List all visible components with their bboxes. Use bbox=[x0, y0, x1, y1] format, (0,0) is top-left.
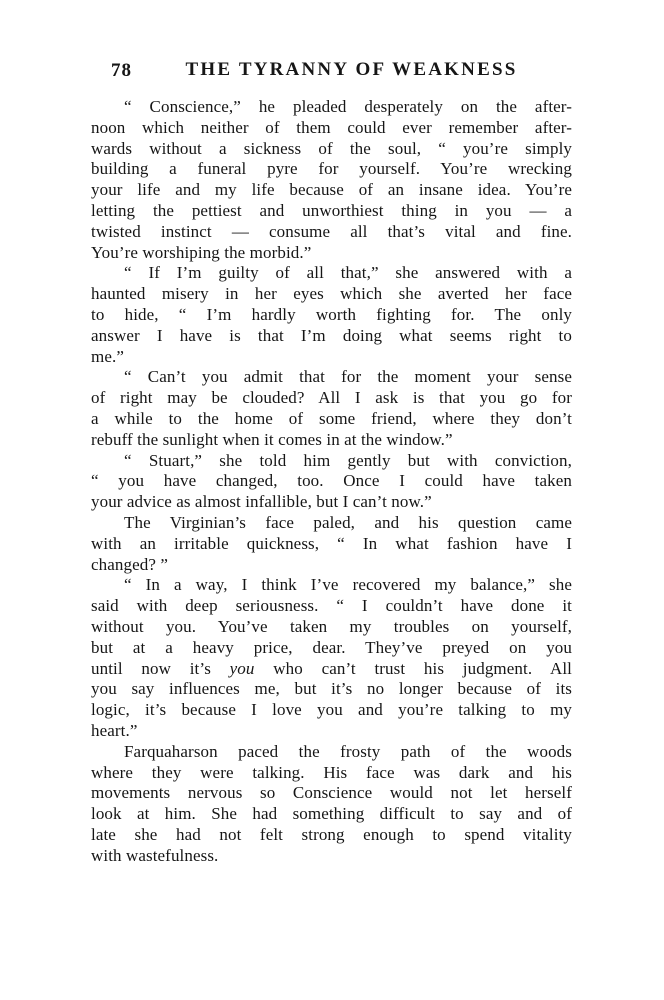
text-line: “ In a way, I think I’ve recovered my balance,” she bbox=[124, 575, 572, 595]
text-line: “ Stuart,” she told him gently but with conviction, bbox=[124, 450, 572, 470]
text-line: letting the pettiest and unworthiest thing in you — a bbox=[91, 200, 572, 220]
text-line: look at him. She had something difficult to say and of bbox=[91, 804, 572, 824]
text-line: without you. You’ve taken my troubles on yourself, bbox=[91, 616, 572, 636]
text-line: movements nervous so Conscience would not let herself bbox=[91, 783, 572, 803]
text-line: until now it’s you who can’t trust his judgment. All bbox=[91, 658, 572, 678]
page-number: 78 bbox=[111, 60, 132, 81]
text-line: rebuff the sunlight when it comes in at the window.” bbox=[91, 429, 453, 449]
text-line: your life and my life because of an insane idea. You’re bbox=[91, 180, 572, 200]
text-line: The Virginian’s face paled, and his question came bbox=[124, 512, 572, 532]
text-line: of right may be clouded? All I ask is that you go for bbox=[91, 388, 572, 408]
paragraph bbox=[91, 263, 572, 367]
text-line: twisted instinct — consume all that’s vital and fine. bbox=[91, 221, 572, 241]
text-line: where they were talking. His face was dark and his bbox=[91, 762, 572, 782]
paragraph bbox=[91, 97, 572, 263]
text-line: with wastefulness. bbox=[91, 845, 219, 865]
paragraph bbox=[91, 513, 572, 575]
text-line: a while to the home of some friend, where they don’t bbox=[91, 408, 572, 428]
text-line: said with deep seriousness. “ I couldn’t have done it bbox=[91, 596, 572, 616]
text-line: haunted misery in her eyes which she averted her face bbox=[91, 284, 572, 304]
text-line: your advice as almost infallible, but I can’t now.” bbox=[91, 492, 432, 512]
page-body bbox=[91, 97, 572, 866]
text-line: “ Conscience,” he pleaded desperately on the after- bbox=[124, 97, 572, 116]
text-line: wards without a sickness of the soul, “ you’re simply bbox=[91, 138, 572, 158]
text-line: heart.” bbox=[91, 720, 138, 740]
text-line: Farquaharson paced the frosty path of the woods bbox=[124, 741, 572, 761]
emphasized-word: you bbox=[229, 658, 255, 678]
text-line: building a funeral pyre for yourself. You’re wrecking bbox=[91, 159, 572, 179]
text-line: “ If I’m guilty of all that,” she answered with a bbox=[124, 263, 572, 283]
text-line: logic, it’s because I love you and you’re talking to my bbox=[91, 700, 572, 720]
running-title: THE TYRANNY OF WEAKNESS bbox=[185, 59, 518, 80]
text-line: “ Can’t you admit that for the moment your sense bbox=[124, 367, 572, 387]
text-line: answer I have is that I’m doing what seems right to bbox=[91, 325, 572, 345]
text-line: to hide, “ I’m hardly worth fighting for. The only bbox=[91, 304, 572, 324]
text-line: noon which neither of them could ever remember after- bbox=[91, 117, 572, 137]
paragraph bbox=[91, 742, 572, 867]
text-line: me.” bbox=[91, 346, 124, 366]
paragraph bbox=[91, 575, 572, 741]
text-line: with an irritable quickness, “ In what fashion have I bbox=[91, 533, 572, 553]
text-line: late she had not felt strong enough to spend vitality bbox=[91, 824, 572, 844]
text-line: You’re worshiping the morbid.” bbox=[91, 242, 312, 262]
text-line: but at a heavy price, dear. They’ve preyed on you bbox=[91, 637, 572, 657]
page-header bbox=[91, 59, 572, 83]
text-line: you say influences me, but it’s no longer because of its bbox=[91, 679, 572, 699]
text-line: “ you have changed, too. Once I could have taken bbox=[91, 471, 572, 491]
paragraph bbox=[91, 367, 572, 450]
paragraph bbox=[91, 451, 572, 513]
text-line: changed? ” bbox=[91, 554, 168, 574]
